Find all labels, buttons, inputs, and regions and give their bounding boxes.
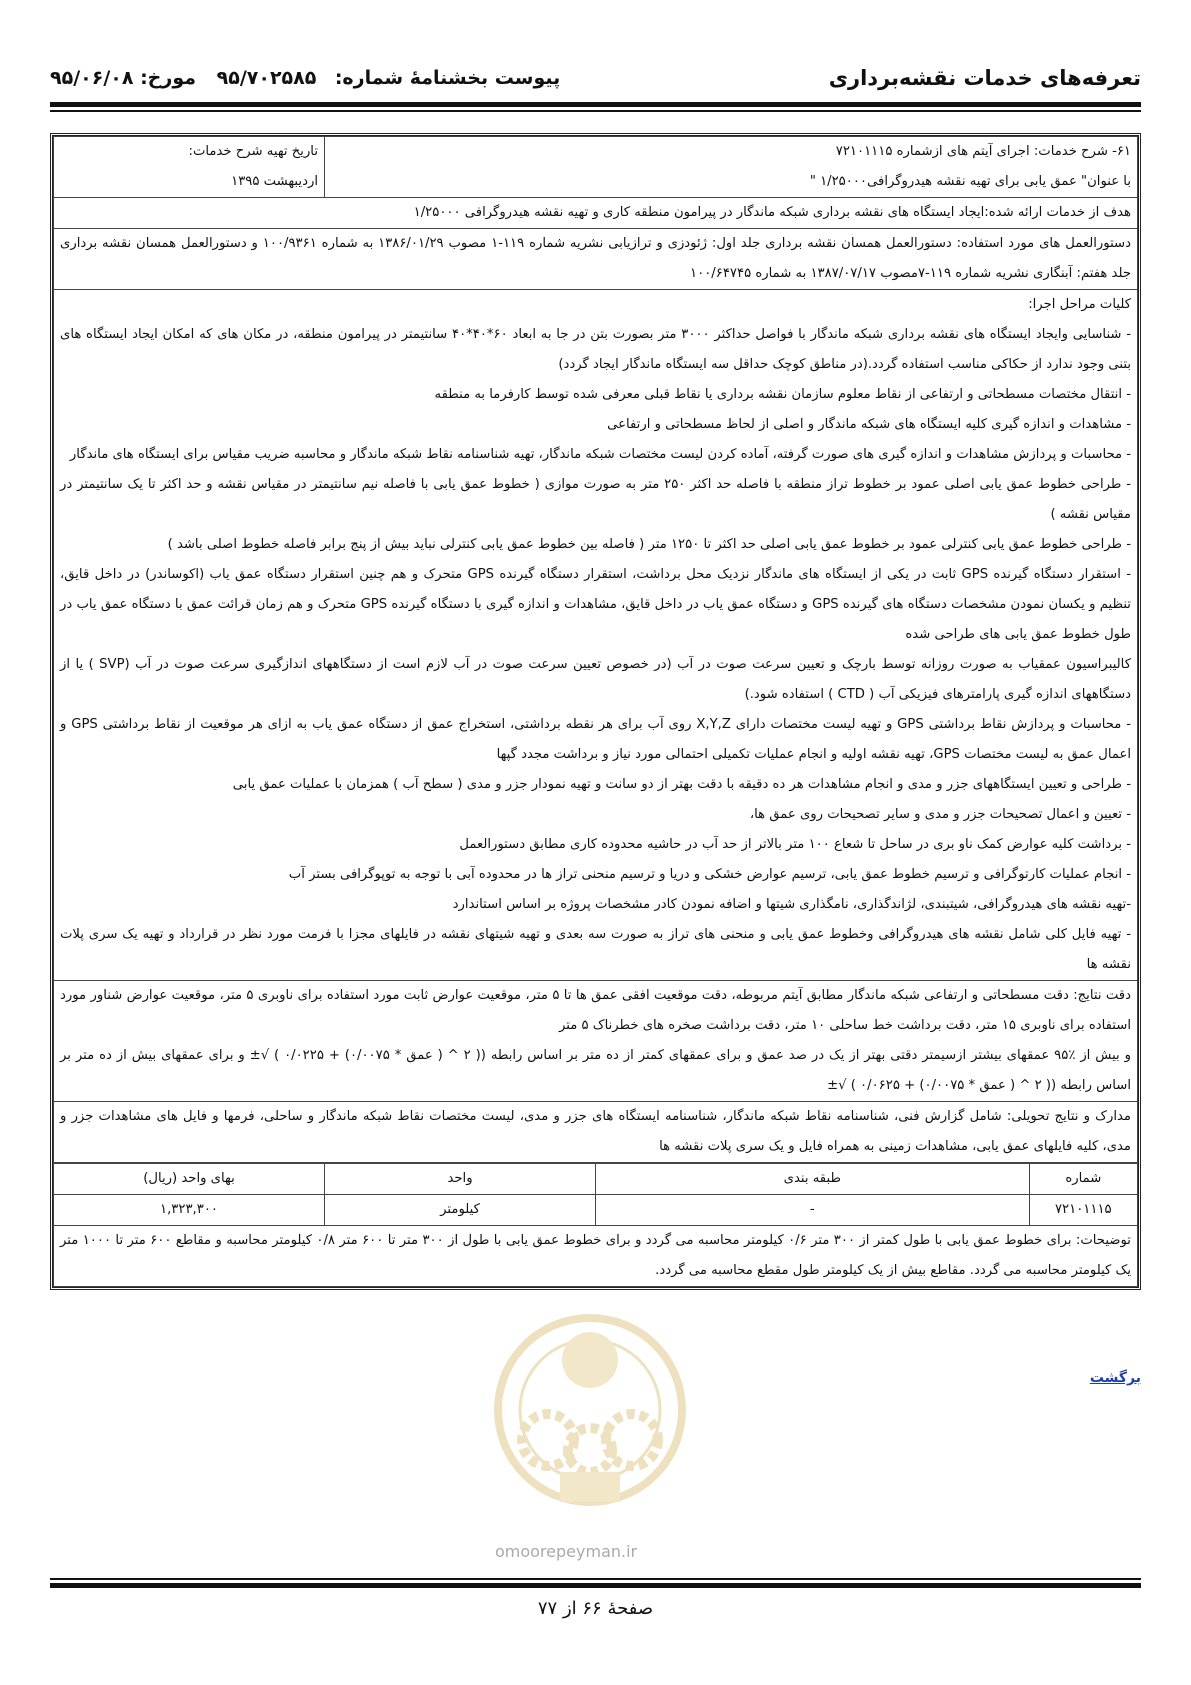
price-table-header <box>54 1164 1138 1195</box>
price-header-unit-price: بهای واحد (ریال) <box>54 1164 325 1195</box>
service-description-line1: ۶۱- شرح خدمات: اجرای آیتم های ازشماره ۷۲۱۰۱۱۱۵ <box>835 144 1131 159</box>
step-item: کالیبراسیون عمقیاب به صورت روزانه توسط بارچک و تعیین سرعت صوت در آب (در خصوص تعیین سرعت صوت در آب لازم است از دستگاههای اندازگیری سرعت صوت در آب (SVP ) یا از دستگاههای اندازه گیری پارامترهای فیزیکی آب ( CTD ) استفاده شود.) <box>60 657 1131 702</box>
price-cell-unit: کیلومتر <box>325 1195 596 1226</box>
price-header-unit: واحد <box>325 1164 596 1195</box>
service-date-label: تاریخ تهیه شرح خدمات: <box>188 144 318 159</box>
step-item: - طراحی خطوط عمق یابی کنترلی عمود بر خطوط عمق یابی اصلی حد اکثر تا ۱۲۵۰ متر ( فاصله بین خطوط عمق یابی کنترلی نباید بیش از پنج برابر فاصله خطوط اصلی باشد ) <box>167 537 1131 552</box>
header-rule-thin <box>50 110 1141 112</box>
step-item: - طراحی خطوط عمق یابی اصلی عمود بر خطوط تراز منطقه با فاصله حد اکثر ۲۵۰ متر به صورت موازی ( خطوط عمق یابی با فاصله نیم سانتیمتر در مقیاس نقشه و حد اکثر تا یک سانتیمتر در مقیاس نقشه ) <box>60 477 1131 522</box>
accuracy-text: دقت نتایج: دقت مسطحاتی و ارتفاعی شبکه ماندگار مطابق آیتم مربوطه، دقت موقعیت افقی عمق ها تا ۵ متر، موقعیت عوارض ثابت مورد استفاده برای ناوبری ۵ متر، موقعیت عوارض شناور مورد استفاده برای ناوبری ۱۵ متر، دقت برداشت خط ساحلی ۱۰ متر، دقت برداشت صخره های خطرناک ۵ متر <box>60 988 1131 1033</box>
header-rule-thick <box>50 102 1141 107</box>
step-item: - استقرار دستگاه گیرنده GPS ثابت در یکی از ایستگاه های ماندگار نزدیک محل برداشت، استقرار دستگاه گیرنده GPS متحرک و هم چنین استقرار دستگاه عمق یاب (اکوساندر) در داخل قایق، تنظیم و یکسان نمودن مشخصات دستگاه های گیرنده GPS و دستگاه عمق یاب در داخل قایق، مشاهدات و اندازه گیری با دستگاه گیرنده GPS متحرک و هم زمان قرائت عمق با دستگاه عمق یاب در طول خطوط عمق یابی های طراحی شده <box>60 567 1131 642</box>
price-cell-number: ۷۲۱۰۱۱۱۵ <box>1029 1195 1137 1226</box>
service-description-cell <box>325 137 1138 198</box>
service-row <box>54 137 1138 198</box>
price-table-row <box>54 1195 1138 1226</box>
step-item: - تهیه فایل کلی شامل نقشه های هیدروگرافی وخطوط عمق یابی و منحنی های تراز به صورت سه بعدی و تهیه شیتهای نقشه در فایلهای مجزا با فرمت مورد نظر در قرارداد و تهیه یک سری پلات نقشه ها <box>60 927 1131 972</box>
steps-title: کلیات مراحل اجرا: <box>1028 297 1131 312</box>
document-title: تعرفه‌های خدمات نقشه‌برداری <box>828 66 1141 90</box>
watermark-logo <box>490 1300 690 1530</box>
step-item: - انجام عملیات کارتوگرافی و ترسیم خطوط عمق یابی، ترسیم عوارض خشکی و دریا و ترسیم منحنی تراز ها در محدوده آبی با توجه به توپوگرافی بستر آب <box>288 867 1131 882</box>
steps-cell <box>54 290 1138 981</box>
page-number: صفحهٔ ۶۶ از ۷۷ <box>537 1598 654 1619</box>
step-item: - برداشت کلیه عوارض کمک ناو بری در ساحل تا شعاع ۱۰۰ متر بالاتر از حد آب در حاشیه محدوده کاری مطابق دستورالعمل <box>459 837 1131 852</box>
circular-attachment-label: پیوست بخشنامهٔ شماره: <box>334 67 561 89</box>
step-item: - طراحی و تعیین ایستگاههای جزر و مدی و انجام مشاهدات هر ده دقیقه با دقت بهتر از دو سانت و تهیه نمودار جزر و مدی ( سطح آب ) همزمان با عملیات عمق یابی <box>232 777 1131 792</box>
page-header <box>50 58 1141 98</box>
step-item: - تعیین و اعمال تصحیحات جزر و مدی و سایر تصحیحات روی عمق ها، <box>749 807 1131 822</box>
goal-cell: هدف از خدمات ارائه شده:ایجاد ایستگاه های نقشه برداری شبکه ماندگار در پیرامون منطقه کاری و تهیه نقشه هیدروگرافی ۱/۲۵۰۰۰ <box>54 198 1138 229</box>
back-link[interactable]: برگشت <box>1089 1370 1141 1386</box>
step-item: - شناسایی وایجاد ایستگاه های نقشه برداری شبکه ماندگار با فواصل حداکثر ۳۰۰۰ متر بصورت بتن در جا به ابعاد ۶۰*۴۰*۴۰ سانتیمتر در پیرامون منطقه، در مکان های که امکان ایجاد ایستگاه های بتنی وجود ندارد از حکاکی مناسب استفاده گردد.(در مناطق کوچک حداقل سه ایستگاه ماندگار ایجاد گردد) <box>60 327 1132 372</box>
deliverables-cell: مدارک و نتایج تحویلی: شامل گزارش فنی، شناسنامه نقاط شبکه ماندگار، شناسنامه ایستگاه های جزر و مدی، لیست مختصات نقاط شبکه ماندگار و ساحلی، فرمها و فایل های مشاهدات جزر و مدی، کلیه فایلهای عمق یابی، مشاهدات زمینی به همراه فایل و یک سری پلات نقشه ها <box>54 1102 1138 1163</box>
step-item: -تهیه نقشه های هیدروگرافی، شیتبندی، لژاندگذاری، نامگذاری شیتها و اضافه نمودن کادر مشخصات پروژه بر اساس استاندارد <box>452 897 1131 912</box>
circular-date: مورخ: ۹۵/۰۶/۰۸ <box>50 67 196 89</box>
step-item: - محاسبات و پردازش نقاط برداشتی GPS و تهیه لیست مختصات دارای X,Y,Z روی آب برای هر نقطه برداشتی، استخراج عمق از دستگاه عمق یاب به ازای هر موقعیت از نقاط برداشتی GPS و اعمال عمق به لیست مختصات GPS، تهیه نقشه اولیه و انجام عملیات تکمیلی احتمالی مورد نیاز و برداشت مجدد گپها <box>60 717 1131 762</box>
step-item: - انتقال مختصات مسطحاتی و ارتفاعی از نقاط معلوم سازمان نقشه برداری یا نقاط قبلی معرفی شده توسط کارفرما به منطقه <box>434 387 1131 402</box>
service-date-value: اردیبهشت ۱۳۹۵ <box>231 174 318 189</box>
accuracy-formula: و بیش از ٪۹۵ عمقهای بیشتر ازسیمتر دقتی بهتر از یک در صد عمق و برای عمقهای کمتر از ده متر بر اساس رابطه (( ۲ ^ ( عمق * ۰/۰۰۷۵) + ۰/۰۲۲۵ ) √± و برای عمقهای بیش از ده متر بر اساس رابطه (( ۲ ^ ( عمق * ۰/۰۰۷۵) + ۰/۰۶۲۵ ) √± <box>60 1048 1131 1093</box>
price-cell-unit-price: ۱,۳۲۳,۳۰۰ <box>54 1195 325 1226</box>
service-table-frame <box>50 133 1141 1290</box>
circular-number: ۹۵/۷۰۲۵۸۵ <box>216 67 317 89</box>
price-header-classification: طبقه بندی <box>596 1164 1030 1195</box>
manuals-cell: دستورالعمل های مورد استفاده: دستورالعمل همسان نقشه برداری جلد اول: ژئودزی و ترازیابی نشریه شماره ۱۱۹-۱ مصوب ۱۳۸۶/۰۱/۲۹ به شماره ۱۰۰/۹۳۶۱ و دستورالعمل همسان نقشه برداری جلد هفتم: آبنگاری نشریه شماره ۱۱۹-۷مصوب ۱۳۸۷/۰۷/۱۷ به شماره ۱۰۰/۶۴۷۴۵ <box>54 229 1138 290</box>
service-table <box>53 136 1138 1163</box>
footer-rule-thin <box>50 1578 1141 1580</box>
service-description-line2: با عنوان" عمق یابی برای تهیه نقشه هیدروگرافی۱/۲۵۰۰۰ " <box>809 174 1131 189</box>
footer-rule-thick <box>50 1583 1141 1588</box>
service-date-cell <box>54 137 325 198</box>
circular-reference <box>50 67 316 89</box>
accuracy-cell <box>54 981 1138 1102</box>
price-header-number: شماره <box>1029 1164 1137 1195</box>
step-item: - محاسبات و پردازش مشاهدات و اندازه گیری های صورت گرفته، آماده کردن لیست مختصات شبکه ماندگار، تهیه شناسنامه نقاط شبکه ماندگار و محاسبه ضریب مقیاس برای ایستگاه های ماندگار <box>69 447 1131 462</box>
watermark-site: omoorepeyman.ir <box>495 1542 638 1561</box>
price-table <box>53 1163 1138 1287</box>
notes-cell: توضیحات: برای خطوط عمق یابی با طول کمتر از ۳۰۰ متر ۰/۶ کیلومتر محاسبه می گردد و برای خطوط عمق یابی با طول از ۳۰۰ متر تا ۶۰۰ متر ۰/۸ کیلومتر محاسبه و مقاطع ۶۰۰ متر تا ۱۰۰۰ متر یک کیلومتر محاسبه می گردد. مقاطع بیش از یک کیلومتر طول مقطع محاسبه می گردد. <box>54 1226 1138 1287</box>
price-cell-classification: - <box>596 1195 1030 1226</box>
step-item: - مشاهدات و اندازه گیری کلیه ایستگاه های شبکه ماندگار و اصلی از لحاظ مسطحاتی و ارتفاعی <box>607 417 1131 432</box>
